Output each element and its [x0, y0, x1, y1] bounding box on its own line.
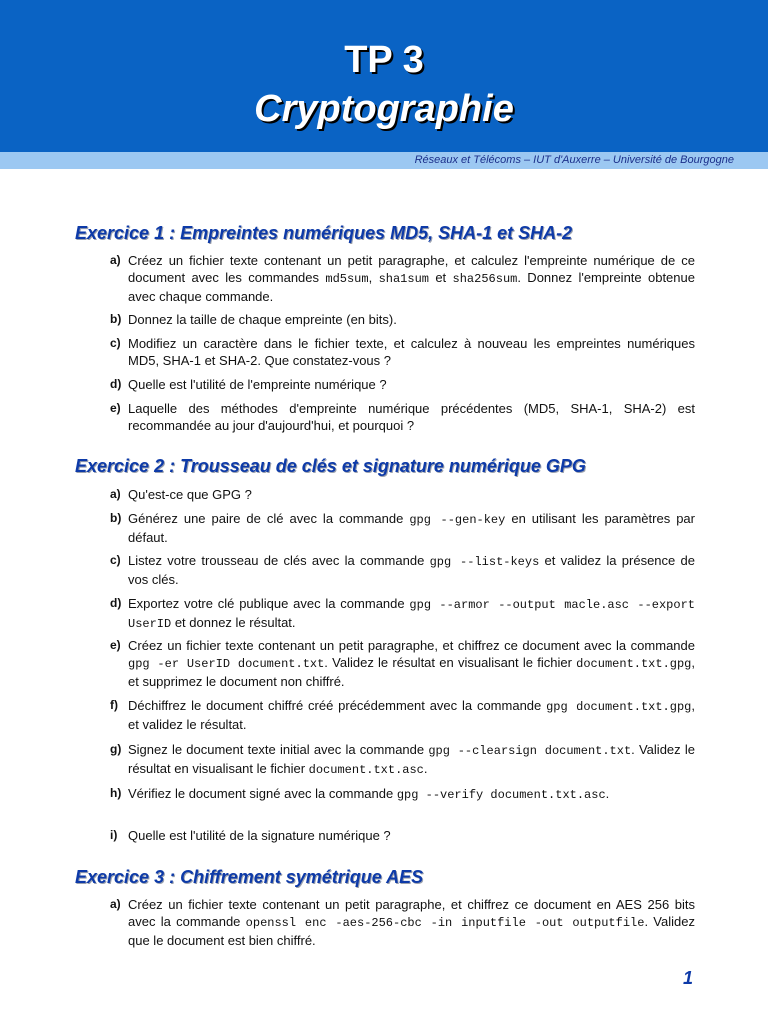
text-segment: Quelle est l'utilité de l'empreinte numérique ?	[128, 377, 387, 392]
text-segment: Modifiez un caractère dans le fichier texte, et calculez à nouveau les empreintes numériques MD5, SHA-1 et SHA-2. Que constatez-vous ?	[128, 336, 695, 368]
text-segment: ,	[368, 270, 379, 285]
text-segment: , et validez le résultat.	[128, 698, 695, 732]
command-code: gpg --gen-key	[409, 513, 506, 527]
page-title: TP 3	[344, 39, 424, 81]
item-letter: c)	[110, 553, 121, 567]
exercise-1-item-e	[88, 400, 695, 434]
text-segment: Générez une paire de clé avec la commande	[128, 511, 410, 526]
exercise-1-item-d	[88, 376, 695, 393]
text-segment: Exportez votre clé publique avec la commande	[128, 596, 410, 611]
item-text	[128, 595, 695, 633]
exercise-2-item-f	[88, 697, 695, 733]
exercise-1-item-a	[88, 252, 695, 305]
text-segment: Signez le document texte initial avec la commande	[128, 742, 429, 757]
command-code: sha256sum	[452, 272, 518, 286]
item-text	[128, 827, 695, 844]
exercise-2-item-b	[88, 510, 695, 546]
text-segment: Créez un fichier texte contenant un petit paragraphe, et chiffrez ce document en AES 256 bits avec la commande	[128, 897, 695, 929]
item-letter: i)	[110, 828, 118, 842]
item-letter: d)	[110, 596, 122, 610]
item-text	[128, 637, 695, 690]
command-code: gpg --clearsign document.txt	[428, 744, 632, 758]
item-letter: b)	[110, 312, 122, 326]
item-letter: e)	[110, 401, 121, 415]
command-code: gpg --armor --output macle.asc --export UserID	[128, 598, 695, 631]
item-letter: g)	[110, 742, 122, 756]
item-letter: e)	[110, 638, 121, 652]
exercise-2-item-d	[88, 595, 695, 633]
text-segment: . Donnez l'empreinte obtenue avec chaque commande.	[128, 270, 695, 304]
item-letter: h)	[110, 786, 122, 800]
exercise-2-item-e	[88, 637, 695, 690]
command-code: document.txt.asc	[308, 763, 424, 777]
text-segment: Vérifiez le document signé avec la commande	[128, 786, 397, 801]
exercise-2-title: Exercice 2 : Trousseau de clés et signature numérique GPG	[75, 456, 586, 476]
affiliation-text: Réseaux et Télécoms – IUT d'Auxerre – Université de Bourgogne	[414, 154, 734, 166]
exercise-2-item-g	[88, 741, 695, 779]
exercise-3-title: Exercice 3 : Chiffrement symétrique AES	[75, 867, 424, 887]
exercise-1-item-c	[88, 335, 695, 369]
command-code: document.txt.gpg	[576, 657, 692, 671]
item-text	[128, 697, 695, 733]
command-code: md5sum	[325, 272, 369, 286]
affiliation-band	[0, 152, 768, 169]
text-segment: et validez la présence de vos clés.	[128, 553, 695, 587]
text-segment: . Validez que le document est bien chiffré.	[128, 914, 695, 948]
text-segment: et donnez le résultat.	[171, 615, 296, 630]
text-segment: Laquelle des méthodes d'empreinte numérique précédentes (MD5, SHA-1, SHA-2) est recommandée au jour d'aujourd'hui, et pourquoi ?	[128, 401, 695, 433]
command-code: gpg --list-keys	[429, 555, 540, 569]
item-text	[128, 252, 695, 305]
item-letter: a)	[110, 897, 121, 911]
item-letter: a)	[110, 487, 121, 501]
text-segment: Donnez la taille de chaque empreinte (en bits).	[128, 312, 397, 327]
text-segment: Quelle est l'utilité de la signature numérique ?	[128, 828, 391, 843]
exercise-1-item-b	[88, 311, 695, 328]
item-letter: d)	[110, 377, 122, 391]
command-code: gpg --verify document.txt.asc	[396, 788, 606, 802]
exercise-1-title: Exercice 1 : Empreintes numériques MD5, SHA-1 et SHA-2	[75, 223, 573, 243]
item-text	[128, 896, 695, 949]
item-letter: f)	[110, 698, 118, 712]
text-segment: .	[605, 786, 610, 801]
item-text	[128, 486, 695, 503]
exercise-2-item-i	[88, 827, 695, 844]
exercise-3-item-a	[88, 896, 695, 949]
command-code: openssl enc -aes-256-cbc -in inputfile -out outputfile	[245, 916, 645, 930]
text-segment: Qu'est-ce que GPG ?	[128, 487, 252, 502]
text-segment: Listez votre trousseau de clés avec la commande	[128, 553, 430, 568]
text-segment: , et supprimez le document non chiffré.	[128, 655, 695, 689]
exercise-2-item-c	[88, 552, 695, 588]
command-code: gpg document.txt.gpg	[546, 700, 692, 714]
item-text	[128, 741, 695, 779]
command-code: sha1sum	[378, 272, 429, 286]
item-text	[128, 785, 695, 804]
item-text	[128, 400, 695, 434]
text-segment: et	[428, 270, 453, 285]
exercise-2-item-a	[88, 486, 695, 503]
item-text	[128, 335, 695, 369]
text-segment: Créez un fichier texte contenant un petit paragraphe, et chiffrez ce document avec la commande	[128, 638, 695, 653]
item-text	[128, 510, 695, 546]
text-segment: . Validez le résultat en visualisant le fichier	[128, 742, 695, 776]
page-number: 1	[682, 968, 693, 988]
text-segment: Créez un fichier texte contenant un petit paragraphe, et calculez l'empreinte numérique de ce document avec les commandes	[128, 253, 695, 285]
command-code: gpg -er UserID document.txt	[128, 657, 325, 671]
page-subject: Cryptographie	[254, 88, 514, 130]
item-letter: b)	[110, 511, 122, 525]
item-text	[128, 311, 695, 328]
text-segment: en utilisant les paramètres par défaut.	[128, 511, 695, 545]
item-text	[128, 552, 695, 588]
text-segment: Déchiffrez le document chiffré créé précédemment avec la commande	[128, 698, 547, 713]
exercise-2-item-h	[88, 785, 695, 804]
item-letter: a)	[110, 253, 121, 267]
header-banner	[0, 0, 768, 152]
item-letter: c)	[110, 336, 121, 350]
text-segment: . Validez le résultat en visualisant le fichier	[324, 655, 577, 670]
text-segment: .	[423, 761, 428, 776]
item-text	[128, 376, 695, 393]
